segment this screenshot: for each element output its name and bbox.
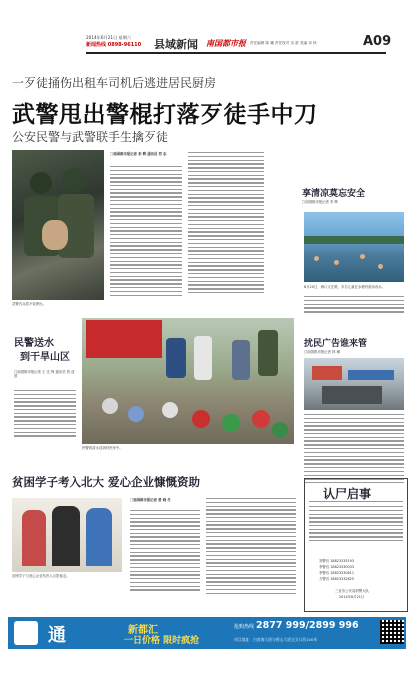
story4-body <box>304 414 404 483</box>
editor-credits: 责任编辑 陈 曦 责任校对 吴 群 美编 邓 秋 <box>250 41 317 45</box>
advertisement-banner[interactable] <box>8 617 406 649</box>
story2-photo <box>304 212 404 282</box>
story5-byline: □南国都市报记者 曾 晓 冬 <box>130 498 171 502</box>
notice-body <box>309 506 403 541</box>
story5-photo <box>12 498 122 572</box>
story4-photo <box>304 358 404 410</box>
notice-phone-0: 刘警官 18823335193 <box>319 559 354 563</box>
ad-hotline: 2877 999/2899 996 <box>256 620 359 631</box>
lead-photo-caption: 武警官兵将歹徒押出。 <box>12 302 46 306</box>
story5-body-col1 <box>130 510 200 591</box>
ad-title: 通 <box>48 625 66 646</box>
story2-title: 享清凉莫忘安全 <box>302 189 366 199</box>
story3-photo <box>82 318 294 444</box>
lead-subhead2: 公安民警与武警联手生擒歹徒 <box>12 130 169 144</box>
story2-body <box>304 296 404 313</box>
section-title: 县域新闻 <box>154 38 198 51</box>
story4-title: 扰民广告谁来管 <box>304 339 368 349</box>
story3-title-line2: 到干旱山区 <box>20 352 70 363</box>
page-header <box>0 0 415 56</box>
notice-signature-date: 2014年6月21日 <box>339 595 365 599</box>
story2-caption: 6月20日，海口文庄路，多名儿童在水塘内游泳戏水。 <box>304 285 386 289</box>
header-rule <box>86 52 386 54</box>
lead-subhead: 一歹徒捅伤出租车司机后逃进居民厨房 <box>12 76 217 90</box>
story4-byline: □南国都市报记者 林 琳 <box>304 350 340 354</box>
notice-box <box>304 478 408 612</box>
news-hotline: 新闻热线 0898-96110 <box>86 42 142 48</box>
page-number: A09 <box>363 34 392 49</box>
ad-brand: 新都汇 <box>128 625 158 636</box>
notice-title: 认尸启事 <box>323 487 372 501</box>
story3-byline: □南国都市报记者 王 先 锋 通讯员 蔡 清 波 <box>14 370 75 379</box>
notice-signature-org: 三亚市公安局刑警大队 <box>335 589 369 593</box>
paper-logo: 南国都市报 <box>206 39 246 48</box>
issue-date: 2014年6月21日 星期六 <box>86 35 132 40</box>
lead-headline: 武警甩出警棍打落歹徒手中刀 <box>12 102 318 128</box>
lead-body-col1 <box>110 166 182 296</box>
lead-byline: □南国都市报记者 李 辉 通讯员 符 东 <box>110 152 167 156</box>
story5-body-col2 <box>206 498 296 594</box>
story2-byline: □南国都市报记者 李 辉 <box>302 200 338 204</box>
notice-phone-2: 李警官 18823330811 <box>319 571 354 575</box>
story5-title: 贫困学子考入北大 爱心企业慷慨资助 <box>12 475 201 489</box>
notice-phone-3: 方警官 18823332825 <box>319 577 354 581</box>
lead-body-col2 <box>188 152 264 293</box>
ad-logo <box>14 621 38 645</box>
story3-body <box>14 390 76 437</box>
story5-caption: 贫困学子与爱心企业负责人合影留念。 <box>12 574 70 578</box>
notice-phone-1: 李警官 18823330033 <box>319 565 354 569</box>
story3-title-line1: 民警送水 <box>14 338 54 349</box>
ad-address: 项目地址：白查海大道与碧山大道交叉口西100米 <box>234 637 318 642</box>
ad-hotline-label: 抢购热线 <box>234 624 255 630</box>
story3-caption: 民警将清水送到村民家中。 <box>82 446 123 450</box>
ad-slogan: 一日价格 限时疯抢 <box>124 636 200 646</box>
lead-photo <box>12 150 104 300</box>
qr-code-icon <box>380 620 404 644</box>
